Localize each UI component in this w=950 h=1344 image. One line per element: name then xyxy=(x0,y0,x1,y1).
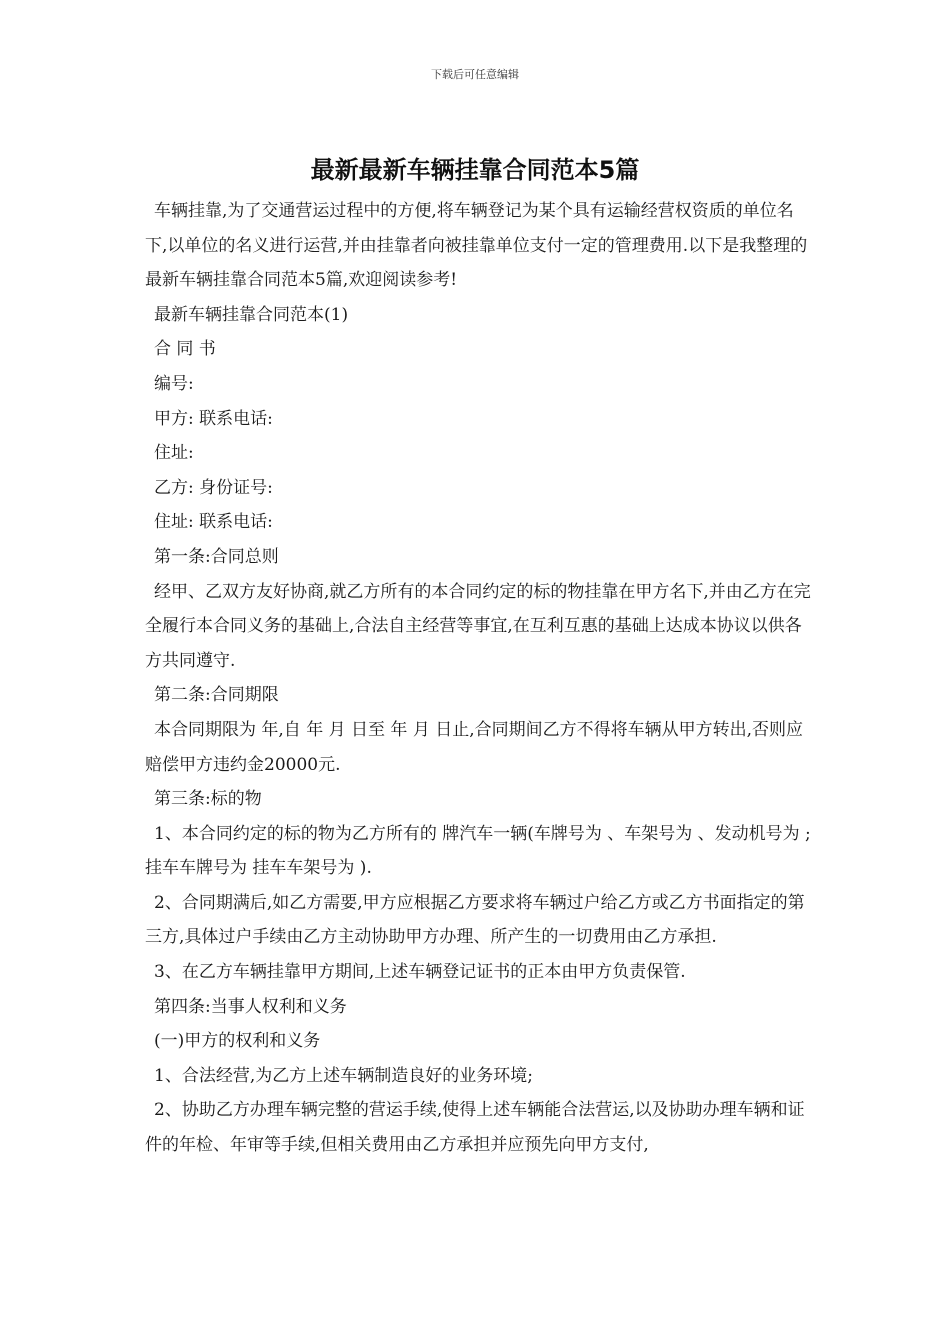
contract-number-line: 编号: xyxy=(154,373,194,394)
article-4-heading: 第四条:当事人权利和义务 xyxy=(154,996,347,1017)
article-3-item-1: 1、本合同约定的标的物为乙方所有的 牌汽车一辆(车牌号为 、车架号为 、发动机号为 ;挂车车牌号为 挂车车架号为 ). xyxy=(145,823,811,879)
document-body xyxy=(145,194,815,1163)
party-b-address-line: 住址: 联系电话: xyxy=(154,512,273,533)
party-b-line: 乙方: 身份证号: xyxy=(154,477,273,498)
party-a-line: 甲方: 联系电话: xyxy=(154,408,273,429)
article-3-item-2: 2、合同期满后,如乙方需要,甲方应根据乙方要求将车辆过户给乙方或乙方书面指定的第三方,具体过户手续由乙方主动协助甲方办理、所产生的一切费用由乙方承担. xyxy=(145,892,805,948)
party-a-address-line: 住址: xyxy=(154,443,194,464)
party-a-rights-item-1: 1、合法经营,为乙方上述车辆制造良好的业务环境; xyxy=(154,1065,533,1086)
party-a-rights-item-2: 2、协助乙方办理车辆完整的营运手续,使得上述车辆能合法营运,以及协助办理车辆和证件的年检、年审等手续,但相关费用由乙方承担并应预先向甲方支付, xyxy=(145,1100,805,1156)
article-3-heading: 第三条:标的物 xyxy=(154,789,262,810)
article-2-heading: 第二条:合同期限 xyxy=(154,685,279,706)
intro-paragraph: 车辆挂靠,为了交通营运过程中的方便,将车辆登记为某个具有运输经营权资质的单位名下,以单位的名义进行运营,并由挂靠者向被挂靠单位支付一定的管理费用.以下是我整理的最新车辆挂靠合同范本5篇,欢迎阅读参考! xyxy=(145,201,808,291)
document-title: 最新最新车辆挂靠合同范本5篇 xyxy=(310,156,640,184)
article-1-heading: 第一条:合同总则 xyxy=(154,546,279,567)
article-2-text: 本合同期限为 年,自 年 月 日至 年 月 日止,合同期间乙方不得将车辆从甲方转出,否则应赔偿甲方违约金20000元. xyxy=(145,719,804,775)
article-3-item-3: 3、在乙方车辆挂靠甲方期间,上述车辆登记证书的正本由甲方负责保管. xyxy=(154,962,686,983)
article-1-text: 经甲、乙双方友好协商,就乙方所有的本合同约定的标的物挂靠在甲方名下,并由乙方在完全履行本合同义务的基础上,合法自主经营等事宜,在互利互惠的基础上达成本协议以供各方共同遵守. xyxy=(145,581,811,671)
contract-heading: 合 同 书 xyxy=(154,339,216,360)
party-a-rights-heading: (一)甲方的权利和义务 xyxy=(154,1031,321,1052)
section-heading: 最新车辆挂靠合同范本(1) xyxy=(154,304,349,325)
header-note: 下载后可任意编辑 xyxy=(431,68,519,81)
